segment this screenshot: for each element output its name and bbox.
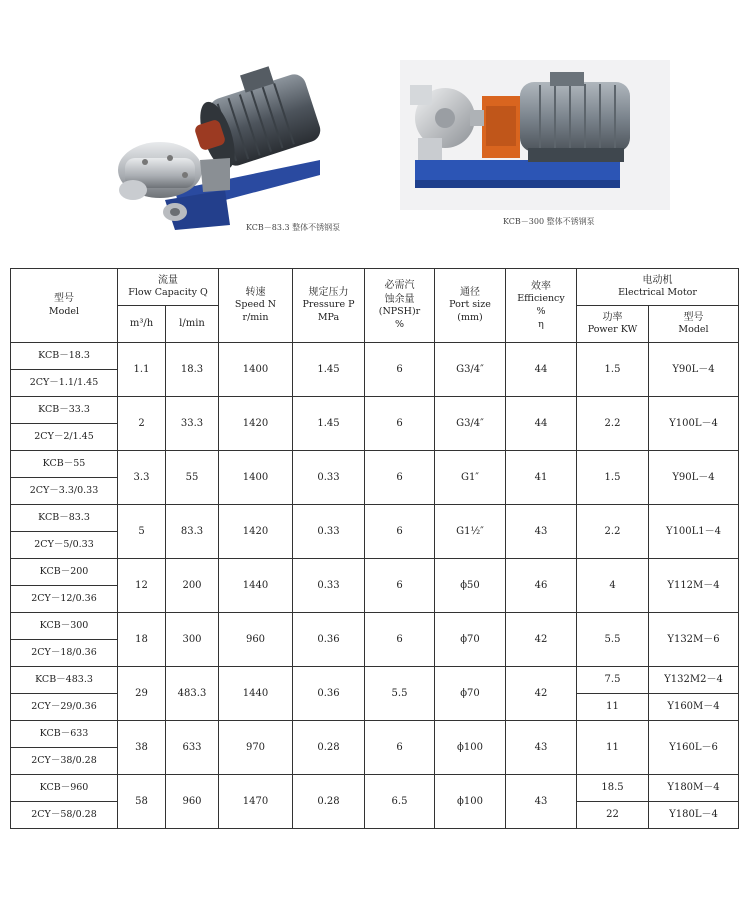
motor-model: Y180M－4 <box>649 775 739 802</box>
port-size: G1½″ <box>435 505 506 559</box>
model-2cy: 2CY－5/0.33 <box>11 532 118 559</box>
model-kcb: KCB－483.3 <box>11 667 118 694</box>
motor-power: 1.5 <box>577 451 649 505</box>
table-row <box>11 343 739 370</box>
speed: 1400 <box>219 343 293 397</box>
model-2cy: 2CY－38/0.28 <box>11 748 118 775</box>
speed: 960 <box>219 613 293 667</box>
pump-spec-table <box>10 268 739 829</box>
speed: 1440 <box>219 667 293 721</box>
npsh: 6 <box>365 721 435 775</box>
speed: 1420 <box>219 397 293 451</box>
header-flow-m3h: m³/h <box>118 306 166 343</box>
port-size: ϕ100 <box>435 775 506 829</box>
model-kcb: KCB－33.3 <box>11 397 118 424</box>
efficiency: 44 <box>506 397 577 451</box>
flow-m3h: 1.1 <box>118 343 166 397</box>
product-photos <box>0 0 750 262</box>
model-kcb: KCB－633 <box>11 721 118 748</box>
model-2cy: 2CY－12/0.36 <box>11 586 118 613</box>
flow-lmin: 483.3 <box>166 667 219 721</box>
pressure: 0.33 <box>293 505 365 559</box>
pressure: 0.28 <box>293 775 365 829</box>
flow-lmin: 200 <box>166 559 219 613</box>
header-pressure: 规定压力 Pressure P MPa <box>293 269 365 343</box>
motor-model: Y90L－4 <box>649 343 739 397</box>
flow-m3h: 38 <box>118 721 166 775</box>
motor-power: 2.2 <box>577 397 649 451</box>
header-power: 功率 Power KW <box>577 306 649 343</box>
flow-m3h: 5 <box>118 505 166 559</box>
npsh: 6.5 <box>365 775 435 829</box>
motor-power: 2.2 <box>577 505 649 559</box>
model-2cy: 2CY－18/0.36 <box>11 640 118 667</box>
motor-power: 18.5 <box>577 775 649 802</box>
flow-m3h: 18 <box>118 613 166 667</box>
table-row <box>11 775 739 802</box>
npsh: 6 <box>365 343 435 397</box>
pump-photo-kcb-83-3 <box>105 40 345 240</box>
header-npsh: 必需汽 蚀余量 (NPSH)r % <box>365 269 435 343</box>
efficiency: 42 <box>506 667 577 721</box>
motor-model: Y100L1－4 <box>649 505 739 559</box>
flow-lmin: 55 <box>166 451 219 505</box>
motor-model: Y160M－4 <box>649 694 739 721</box>
speed: 1470 <box>219 775 293 829</box>
model-kcb: KCB－300 <box>11 613 118 640</box>
header-row-top <box>11 269 739 306</box>
pressure: 1.45 <box>293 343 365 397</box>
motor-power: 1.5 <box>577 343 649 397</box>
speed: 1440 <box>219 559 293 613</box>
efficiency: 42 <box>506 613 577 667</box>
model-kcb: KCB－55 <box>11 451 118 478</box>
table-row <box>11 397 739 424</box>
port-size: G3/4″ <box>435 343 506 397</box>
speed: 970 <box>219 721 293 775</box>
flow-m3h: 3.3 <box>118 451 166 505</box>
flow-m3h: 12 <box>118 559 166 613</box>
motor-power: 7.5 <box>577 667 649 694</box>
flow-m3h: 29 <box>118 667 166 721</box>
efficiency: 43 <box>506 721 577 775</box>
header-port: 通径 Port size (mm) <box>435 269 506 343</box>
model-2cy: 2CY－3.3/0.33 <box>11 478 118 505</box>
motor-model: Y132M2－4 <box>649 667 739 694</box>
flow-m3h: 2 <box>118 397 166 451</box>
port-size: ϕ100 <box>435 721 506 775</box>
pressure: 0.28 <box>293 721 365 775</box>
flow-lmin: 633 <box>166 721 219 775</box>
motor-model: Y100L－4 <box>649 397 739 451</box>
port-size: G1″ <box>435 451 506 505</box>
pressure: 0.33 <box>293 559 365 613</box>
flow-lmin: 33.3 <box>166 397 219 451</box>
port-size: G3/4″ <box>435 397 506 451</box>
motor-power: 11 <box>577 721 649 775</box>
npsh: 5.5 <box>365 667 435 721</box>
motor-power: 5.5 <box>577 613 649 667</box>
port-size: ϕ50 <box>435 559 506 613</box>
motor-power: 4 <box>577 559 649 613</box>
model-2cy: 2CY－58/0.28 <box>11 802 118 829</box>
header-model: 型号 Model <box>11 269 118 343</box>
npsh: 6 <box>365 505 435 559</box>
header-motor-model: 型号 Model <box>649 306 739 343</box>
motor-model: Y90L－4 <box>649 451 739 505</box>
header-motor: 电动机 Electrical Motor <box>577 269 739 306</box>
motor-model: Y180L－4 <box>649 802 739 829</box>
table-row <box>11 667 739 694</box>
efficiency: 43 <box>506 775 577 829</box>
model-kcb: KCB－960 <box>11 775 118 802</box>
table-row <box>11 451 739 478</box>
efficiency: 46 <box>506 559 577 613</box>
model-kcb: KCB－200 <box>11 559 118 586</box>
npsh: 6 <box>365 559 435 613</box>
pressure: 0.36 <box>293 667 365 721</box>
model-2cy: 2CY－2/1.45 <box>11 424 118 451</box>
header-flow: 流量 Flow Capacity Q <box>118 269 219 306</box>
flow-lmin: 83.3 <box>166 505 219 559</box>
model-2cy: 2CY－1.1/1.45 <box>11 370 118 397</box>
motor-model: Y112M－4 <box>649 559 739 613</box>
motor-model: Y132M－6 <box>649 613 739 667</box>
npsh: 6 <box>365 397 435 451</box>
port-size: ϕ70 <box>435 613 506 667</box>
pressure: 0.33 <box>293 451 365 505</box>
model-2cy: 2CY－29/0.36 <box>11 694 118 721</box>
speed: 1420 <box>219 505 293 559</box>
table-row <box>11 721 739 748</box>
motor-power: 11 <box>577 694 649 721</box>
efficiency: 43 <box>506 505 577 559</box>
header-speed: 转速 Speed N r/min <box>219 269 293 343</box>
table-row <box>11 613 739 640</box>
header-efficiency: 效率 Efficiency % η <box>506 269 577 343</box>
pump-photo-kcb-300 <box>400 60 670 210</box>
photo-caption-2: KCB－300 整体不锈钢泵 <box>503 217 595 226</box>
motor-model: Y160L－6 <box>649 721 739 775</box>
efficiency: 41 <box>506 451 577 505</box>
motor-power: 22 <box>577 802 649 829</box>
flow-lmin: 960 <box>166 775 219 829</box>
flow-lmin: 18.3 <box>166 343 219 397</box>
npsh: 6 <box>365 451 435 505</box>
model-kcb: KCB－18.3 <box>11 343 118 370</box>
port-size: ϕ70 <box>435 667 506 721</box>
speed: 1400 <box>219 451 293 505</box>
flow-m3h: 58 <box>118 775 166 829</box>
pressure: 0.36 <box>293 613 365 667</box>
npsh: 6 <box>365 613 435 667</box>
pressure: 1.45 <box>293 397 365 451</box>
model-kcb: KCB－83.3 <box>11 505 118 532</box>
efficiency: 44 <box>506 343 577 397</box>
photo-caption-1: KCB－83.3 整体不锈钢泵 <box>246 223 341 232</box>
flow-lmin: 300 <box>166 613 219 667</box>
spec-table-body <box>11 343 739 829</box>
table-row <box>11 559 739 586</box>
header-flow-lmin: l/min <box>166 306 219 343</box>
table-row <box>11 505 739 532</box>
